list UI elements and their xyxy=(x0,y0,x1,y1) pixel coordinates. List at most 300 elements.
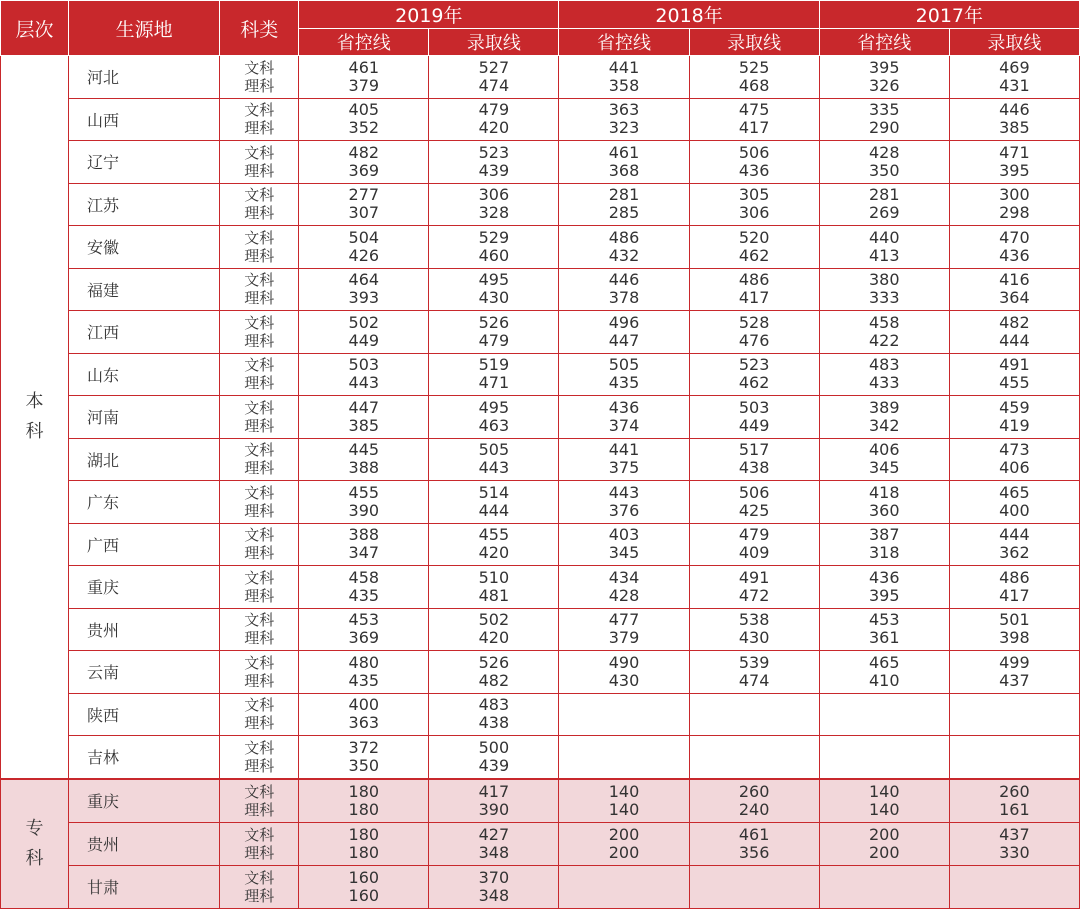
subject-arts: 文科 xyxy=(244,526,275,545)
score-cell xyxy=(819,523,949,566)
score-cell xyxy=(299,566,429,609)
score-arts: 526 xyxy=(478,312,510,332)
score-science: 348 xyxy=(478,885,510,905)
score-science: 307 xyxy=(348,203,380,223)
score-arts: 525 xyxy=(738,57,770,77)
score-science: 481 xyxy=(478,585,510,605)
score-arts: 505 xyxy=(608,355,640,375)
score-arts: 458 xyxy=(348,567,380,587)
score-arts: 482 xyxy=(999,312,1030,332)
score-science: 240 xyxy=(738,799,770,819)
score-cell xyxy=(819,226,949,269)
header-subject: 科类 xyxy=(220,1,299,56)
score-science: 298 xyxy=(999,203,1030,223)
score-arts: 436 xyxy=(608,397,640,417)
score-arts: 526 xyxy=(478,652,510,672)
score-science: 368 xyxy=(608,160,640,180)
score-cell xyxy=(689,523,819,566)
score-cell xyxy=(429,183,559,226)
score-cell xyxy=(819,822,949,865)
score-science: 433 xyxy=(868,373,900,393)
subject-arts: 文科 xyxy=(244,483,275,502)
score-science: 375 xyxy=(608,458,640,478)
subject-science: 理科 xyxy=(244,501,275,520)
score-arts: 479 xyxy=(738,525,770,545)
score-science: 444 xyxy=(999,330,1030,350)
subject-science: 理科 xyxy=(244,331,275,350)
score-arts: 523 xyxy=(738,355,770,375)
score-cell xyxy=(689,226,819,269)
score-cell xyxy=(299,396,429,439)
subject-arts: 文科 xyxy=(244,441,275,460)
score-cell xyxy=(689,481,819,524)
score-science: 430 xyxy=(478,288,510,308)
header-admission-line: 录取线 xyxy=(689,29,819,56)
score-cell xyxy=(819,438,949,481)
score-cell xyxy=(559,438,689,481)
score-science: 385 xyxy=(348,415,380,435)
score-science: 472 xyxy=(738,585,770,605)
score-cell xyxy=(689,396,819,439)
score-arts: 501 xyxy=(999,610,1030,630)
score-arts: 471 xyxy=(999,142,1030,162)
score-cell xyxy=(299,226,429,269)
score-arts: 260 xyxy=(999,781,1030,801)
score-arts: 503 xyxy=(738,397,770,417)
score-cell xyxy=(559,566,689,609)
score-cell xyxy=(949,566,1079,609)
score-arts: 427 xyxy=(478,824,510,844)
score-science: 400 xyxy=(999,500,1030,520)
score-science: 462 xyxy=(738,373,770,393)
score-cell xyxy=(559,736,689,779)
score-science: 393 xyxy=(348,288,380,308)
score-cell xyxy=(819,98,949,141)
province-cell: 陕西 xyxy=(69,693,220,736)
score-science: 369 xyxy=(348,160,380,180)
score-cell xyxy=(559,822,689,865)
score-science: 443 xyxy=(348,373,380,393)
subject-arts: 文科 xyxy=(244,653,275,672)
score-science: 447 xyxy=(608,330,640,350)
table-row xyxy=(1,865,1080,908)
score-cell xyxy=(949,268,1079,311)
score-science: 417 xyxy=(738,288,770,308)
subject-cell xyxy=(220,608,299,651)
score-cell xyxy=(949,183,1079,226)
score-science: 342 xyxy=(868,415,900,435)
subject-cell xyxy=(220,566,299,609)
score-arts: 281 xyxy=(868,185,900,205)
score-science: 323 xyxy=(608,118,640,138)
score-cell xyxy=(559,651,689,694)
score-cell xyxy=(429,736,559,779)
score-cell xyxy=(559,311,689,354)
score-arts: 480 xyxy=(348,652,380,672)
province-cell: 江苏 xyxy=(69,183,220,226)
score-arts: 180 xyxy=(348,781,380,801)
score-cell xyxy=(819,268,949,311)
score-arts: 499 xyxy=(999,652,1030,672)
score-science: 435 xyxy=(348,670,380,690)
score-arts: 306 xyxy=(478,185,510,205)
score-cell xyxy=(819,353,949,396)
score-arts: 461 xyxy=(608,142,640,162)
score-science: 443 xyxy=(478,458,510,478)
level-char: 专 xyxy=(25,817,44,839)
table-row xyxy=(1,268,1080,311)
score-cell xyxy=(429,268,559,311)
score-arts: 496 xyxy=(608,312,640,332)
score-science: 438 xyxy=(478,713,510,733)
score-arts: 335 xyxy=(868,100,900,120)
score-science: 410 xyxy=(868,670,900,690)
score-arts: 363 xyxy=(608,100,640,120)
score-arts: 514 xyxy=(478,482,510,502)
score-arts: 428 xyxy=(868,142,900,162)
subject-cell xyxy=(220,141,299,184)
score-science: 390 xyxy=(478,799,510,819)
table-row xyxy=(1,736,1080,779)
score-cell xyxy=(689,566,819,609)
score-science: 398 xyxy=(999,628,1030,648)
province-cell: 吉林 xyxy=(69,736,220,779)
score-arts: 455 xyxy=(478,525,510,545)
score-cell xyxy=(299,651,429,694)
score-cell xyxy=(429,822,559,865)
score-cell xyxy=(689,183,819,226)
score-science: 364 xyxy=(999,288,1030,308)
subject-cell xyxy=(220,523,299,566)
score-cell xyxy=(299,481,429,524)
score-arts: 372 xyxy=(348,737,380,757)
score-cell xyxy=(819,693,949,736)
subject-cell xyxy=(220,396,299,439)
score-arts: 446 xyxy=(999,100,1030,120)
score-arts: 490 xyxy=(608,652,640,672)
score-cell xyxy=(429,311,559,354)
score-arts: 529 xyxy=(478,227,510,247)
score-arts: 300 xyxy=(999,185,1030,205)
table-row xyxy=(1,822,1080,865)
score-cell xyxy=(429,779,559,823)
table-row xyxy=(1,779,1080,823)
score-science: 352 xyxy=(348,118,380,138)
score-arts: 486 xyxy=(999,567,1030,587)
subject-arts: 文科 xyxy=(244,58,275,77)
score-science: 180 xyxy=(348,799,380,819)
score-cell xyxy=(429,98,559,141)
header-province: 生源地 xyxy=(69,1,220,56)
score-cell xyxy=(949,651,1079,694)
province-cell: 重庆 xyxy=(69,566,220,609)
score-cell xyxy=(949,226,1079,269)
score-cell xyxy=(299,141,429,184)
score-science: 362 xyxy=(999,543,1030,563)
score-arts: 388 xyxy=(348,525,380,545)
score-science: 360 xyxy=(868,500,900,520)
score-arts: 260 xyxy=(738,781,770,801)
score-cell xyxy=(299,523,429,566)
score-science: 479 xyxy=(478,330,510,350)
subject-science: 理科 xyxy=(244,374,275,393)
score-arts: 446 xyxy=(608,270,640,290)
score-arts: 465 xyxy=(868,652,900,672)
score-cell xyxy=(949,608,1079,651)
score-arts: 445 xyxy=(348,440,380,460)
score-cell xyxy=(949,56,1079,99)
score-arts: 417 xyxy=(478,781,510,801)
score-science: 431 xyxy=(999,75,1030,95)
score-cell xyxy=(559,779,689,823)
score-science: 374 xyxy=(608,415,640,435)
score-cell xyxy=(819,736,949,779)
subject-arts: 文科 xyxy=(244,356,275,375)
score-science: 422 xyxy=(868,330,900,350)
score-science: 471 xyxy=(478,373,510,393)
province-cell: 河南 xyxy=(69,396,220,439)
subject-arts: 文科 xyxy=(244,228,275,247)
score-cell xyxy=(819,311,949,354)
score-science: 200 xyxy=(868,842,900,862)
score-science: 449 xyxy=(738,415,770,435)
province-cell: 安徽 xyxy=(69,226,220,269)
score-arts: 502 xyxy=(478,610,510,630)
subject-cell xyxy=(220,311,299,354)
score-science: 345 xyxy=(868,458,900,478)
score-cell xyxy=(689,693,819,736)
subject-cell xyxy=(220,779,299,823)
table-row xyxy=(1,226,1080,269)
score-cell xyxy=(429,608,559,651)
score-science: 160 xyxy=(348,885,380,905)
table-row xyxy=(1,693,1080,736)
score-science: 363 xyxy=(348,713,380,733)
score-science: 348 xyxy=(478,842,510,862)
table-row xyxy=(1,183,1080,226)
score-cell xyxy=(299,311,429,354)
subject-cell xyxy=(220,481,299,524)
score-science: 474 xyxy=(478,75,510,95)
province-cell: 山东 xyxy=(69,353,220,396)
subject-cell xyxy=(220,183,299,226)
score-arts: 523 xyxy=(478,142,510,162)
score-arts: 459 xyxy=(999,397,1030,417)
score-arts: 486 xyxy=(738,270,770,290)
score-science: 462 xyxy=(738,245,770,265)
score-cell xyxy=(429,141,559,184)
header-year-2018: 2018年 xyxy=(559,1,819,29)
score-cell xyxy=(689,865,819,908)
score-science: 468 xyxy=(738,75,770,95)
score-arts: 504 xyxy=(348,227,380,247)
score-science: 350 xyxy=(868,160,900,180)
province-cell: 湖北 xyxy=(69,438,220,481)
score-arts: 470 xyxy=(999,227,1030,247)
score-cell xyxy=(689,56,819,99)
score-arts: 479 xyxy=(478,100,510,120)
score-science: 444 xyxy=(478,500,510,520)
score-science: 285 xyxy=(608,203,640,223)
score-science: 463 xyxy=(478,415,510,435)
score-science: 420 xyxy=(478,543,510,563)
subject-science: 理科 xyxy=(244,586,275,605)
level-char: 科 xyxy=(25,420,44,442)
subject-science: 理科 xyxy=(244,756,275,775)
table-row xyxy=(1,481,1080,524)
score-cell xyxy=(559,56,689,99)
score-science: 430 xyxy=(738,628,770,648)
score-science: 385 xyxy=(999,118,1030,138)
score-cell xyxy=(949,98,1079,141)
subject-cell xyxy=(220,693,299,736)
score-science: 379 xyxy=(608,628,640,648)
subject-cell xyxy=(220,822,299,865)
table-row xyxy=(1,651,1080,694)
score-science: 419 xyxy=(999,415,1030,435)
score-cell xyxy=(559,141,689,184)
table-body xyxy=(1,56,1080,909)
province-cell: 江西 xyxy=(69,311,220,354)
score-arts: 491 xyxy=(999,355,1030,375)
subject-science: 理科 xyxy=(244,843,275,862)
subject-cell xyxy=(220,268,299,311)
score-cell xyxy=(819,141,949,184)
score-arts: 180 xyxy=(348,824,380,844)
province-cell: 山西 xyxy=(69,98,220,141)
province-cell: 重庆 xyxy=(69,779,220,823)
score-cell xyxy=(559,865,689,908)
score-science: 428 xyxy=(608,585,640,605)
score-cell xyxy=(689,651,819,694)
table-row xyxy=(1,56,1080,99)
score-science: 395 xyxy=(999,160,1030,180)
score-cell xyxy=(429,865,559,908)
score-arts: 387 xyxy=(868,525,900,545)
score-science: 435 xyxy=(608,373,640,393)
subject-cell xyxy=(220,865,299,908)
subject-science: 理科 xyxy=(244,204,275,223)
subject-science: 理科 xyxy=(244,416,275,435)
subject-arts: 文科 xyxy=(244,611,275,630)
score-arts: 483 xyxy=(478,695,510,715)
subject-science: 理科 xyxy=(244,629,275,648)
score-science: 455 xyxy=(999,373,1030,393)
subject-science: 理科 xyxy=(244,289,275,308)
score-cell xyxy=(299,56,429,99)
score-cell xyxy=(949,865,1079,908)
score-arts: 447 xyxy=(348,397,380,417)
score-arts: 281 xyxy=(608,185,640,205)
score-cell xyxy=(559,183,689,226)
header-provincial-line: 省控线 xyxy=(299,29,429,56)
score-science: 420 xyxy=(478,118,510,138)
score-cell xyxy=(689,822,819,865)
header-admission-line: 录取线 xyxy=(949,29,1079,56)
score-arts: 473 xyxy=(999,440,1030,460)
score-science: 388 xyxy=(348,458,380,478)
score-cell xyxy=(299,438,429,481)
subject-science: 理科 xyxy=(244,246,275,265)
header-admission-line: 录取线 xyxy=(429,29,559,56)
score-cell xyxy=(949,438,1079,481)
level-cell xyxy=(1,779,69,909)
level-char: 本 xyxy=(25,390,44,412)
score-cell xyxy=(949,141,1079,184)
subject-cell xyxy=(220,651,299,694)
score-arts: 200 xyxy=(868,824,900,844)
score-science: 417 xyxy=(999,585,1030,605)
score-arts: 465 xyxy=(999,482,1030,502)
score-arts: 477 xyxy=(608,610,640,630)
score-arts: 475 xyxy=(738,100,770,120)
score-science: 417 xyxy=(738,118,770,138)
score-science: 328 xyxy=(478,203,510,223)
score-cell xyxy=(299,822,429,865)
score-science: 430 xyxy=(608,670,640,690)
subject-science: 理科 xyxy=(244,714,275,733)
score-cell xyxy=(819,481,949,524)
score-arts: 483 xyxy=(868,355,900,375)
score-science: 306 xyxy=(738,203,770,223)
score-cell xyxy=(689,438,819,481)
subject-arts: 文科 xyxy=(244,398,275,417)
score-science: 358 xyxy=(608,75,640,95)
header-level: 层次 xyxy=(1,1,69,56)
subject-arts: 文科 xyxy=(244,738,275,757)
province-cell: 福建 xyxy=(69,268,220,311)
score-arts: 434 xyxy=(608,567,640,587)
score-cell xyxy=(429,523,559,566)
score-science: 482 xyxy=(478,670,510,690)
subject-cell xyxy=(220,736,299,779)
header-year-2019: 2019年 xyxy=(299,1,559,29)
score-arts: 506 xyxy=(738,142,770,162)
score-science: 361 xyxy=(868,628,900,648)
score-science: 406 xyxy=(999,458,1030,478)
score-cell xyxy=(429,566,559,609)
table-row xyxy=(1,523,1080,566)
score-cell xyxy=(429,438,559,481)
score-cell xyxy=(559,523,689,566)
score-arts: 440 xyxy=(868,227,900,247)
score-cell xyxy=(819,608,949,651)
table-row xyxy=(1,396,1080,439)
score-cell xyxy=(949,481,1079,524)
score-cell xyxy=(689,353,819,396)
score-arts: 380 xyxy=(868,270,900,290)
subject-arts: 文科 xyxy=(244,825,275,844)
score-arts: 486 xyxy=(608,227,640,247)
score-arts: 277 xyxy=(348,185,380,205)
score-arts: 453 xyxy=(868,610,900,630)
score-cell xyxy=(949,523,1079,566)
score-cell xyxy=(429,396,559,439)
score-science: 449 xyxy=(348,330,380,350)
score-science: 438 xyxy=(738,458,770,478)
score-cell xyxy=(429,481,559,524)
score-cell xyxy=(559,608,689,651)
subject-science: 理科 xyxy=(244,76,275,95)
score-cell xyxy=(949,822,1079,865)
score-science: 345 xyxy=(608,543,640,563)
score-arts: 458 xyxy=(868,312,900,332)
score-science: 333 xyxy=(868,288,900,308)
score-cell xyxy=(689,779,819,823)
score-science: 420 xyxy=(478,628,510,648)
score-science: 318 xyxy=(868,543,900,563)
header-year-2017: 2017年 xyxy=(819,1,1079,29)
